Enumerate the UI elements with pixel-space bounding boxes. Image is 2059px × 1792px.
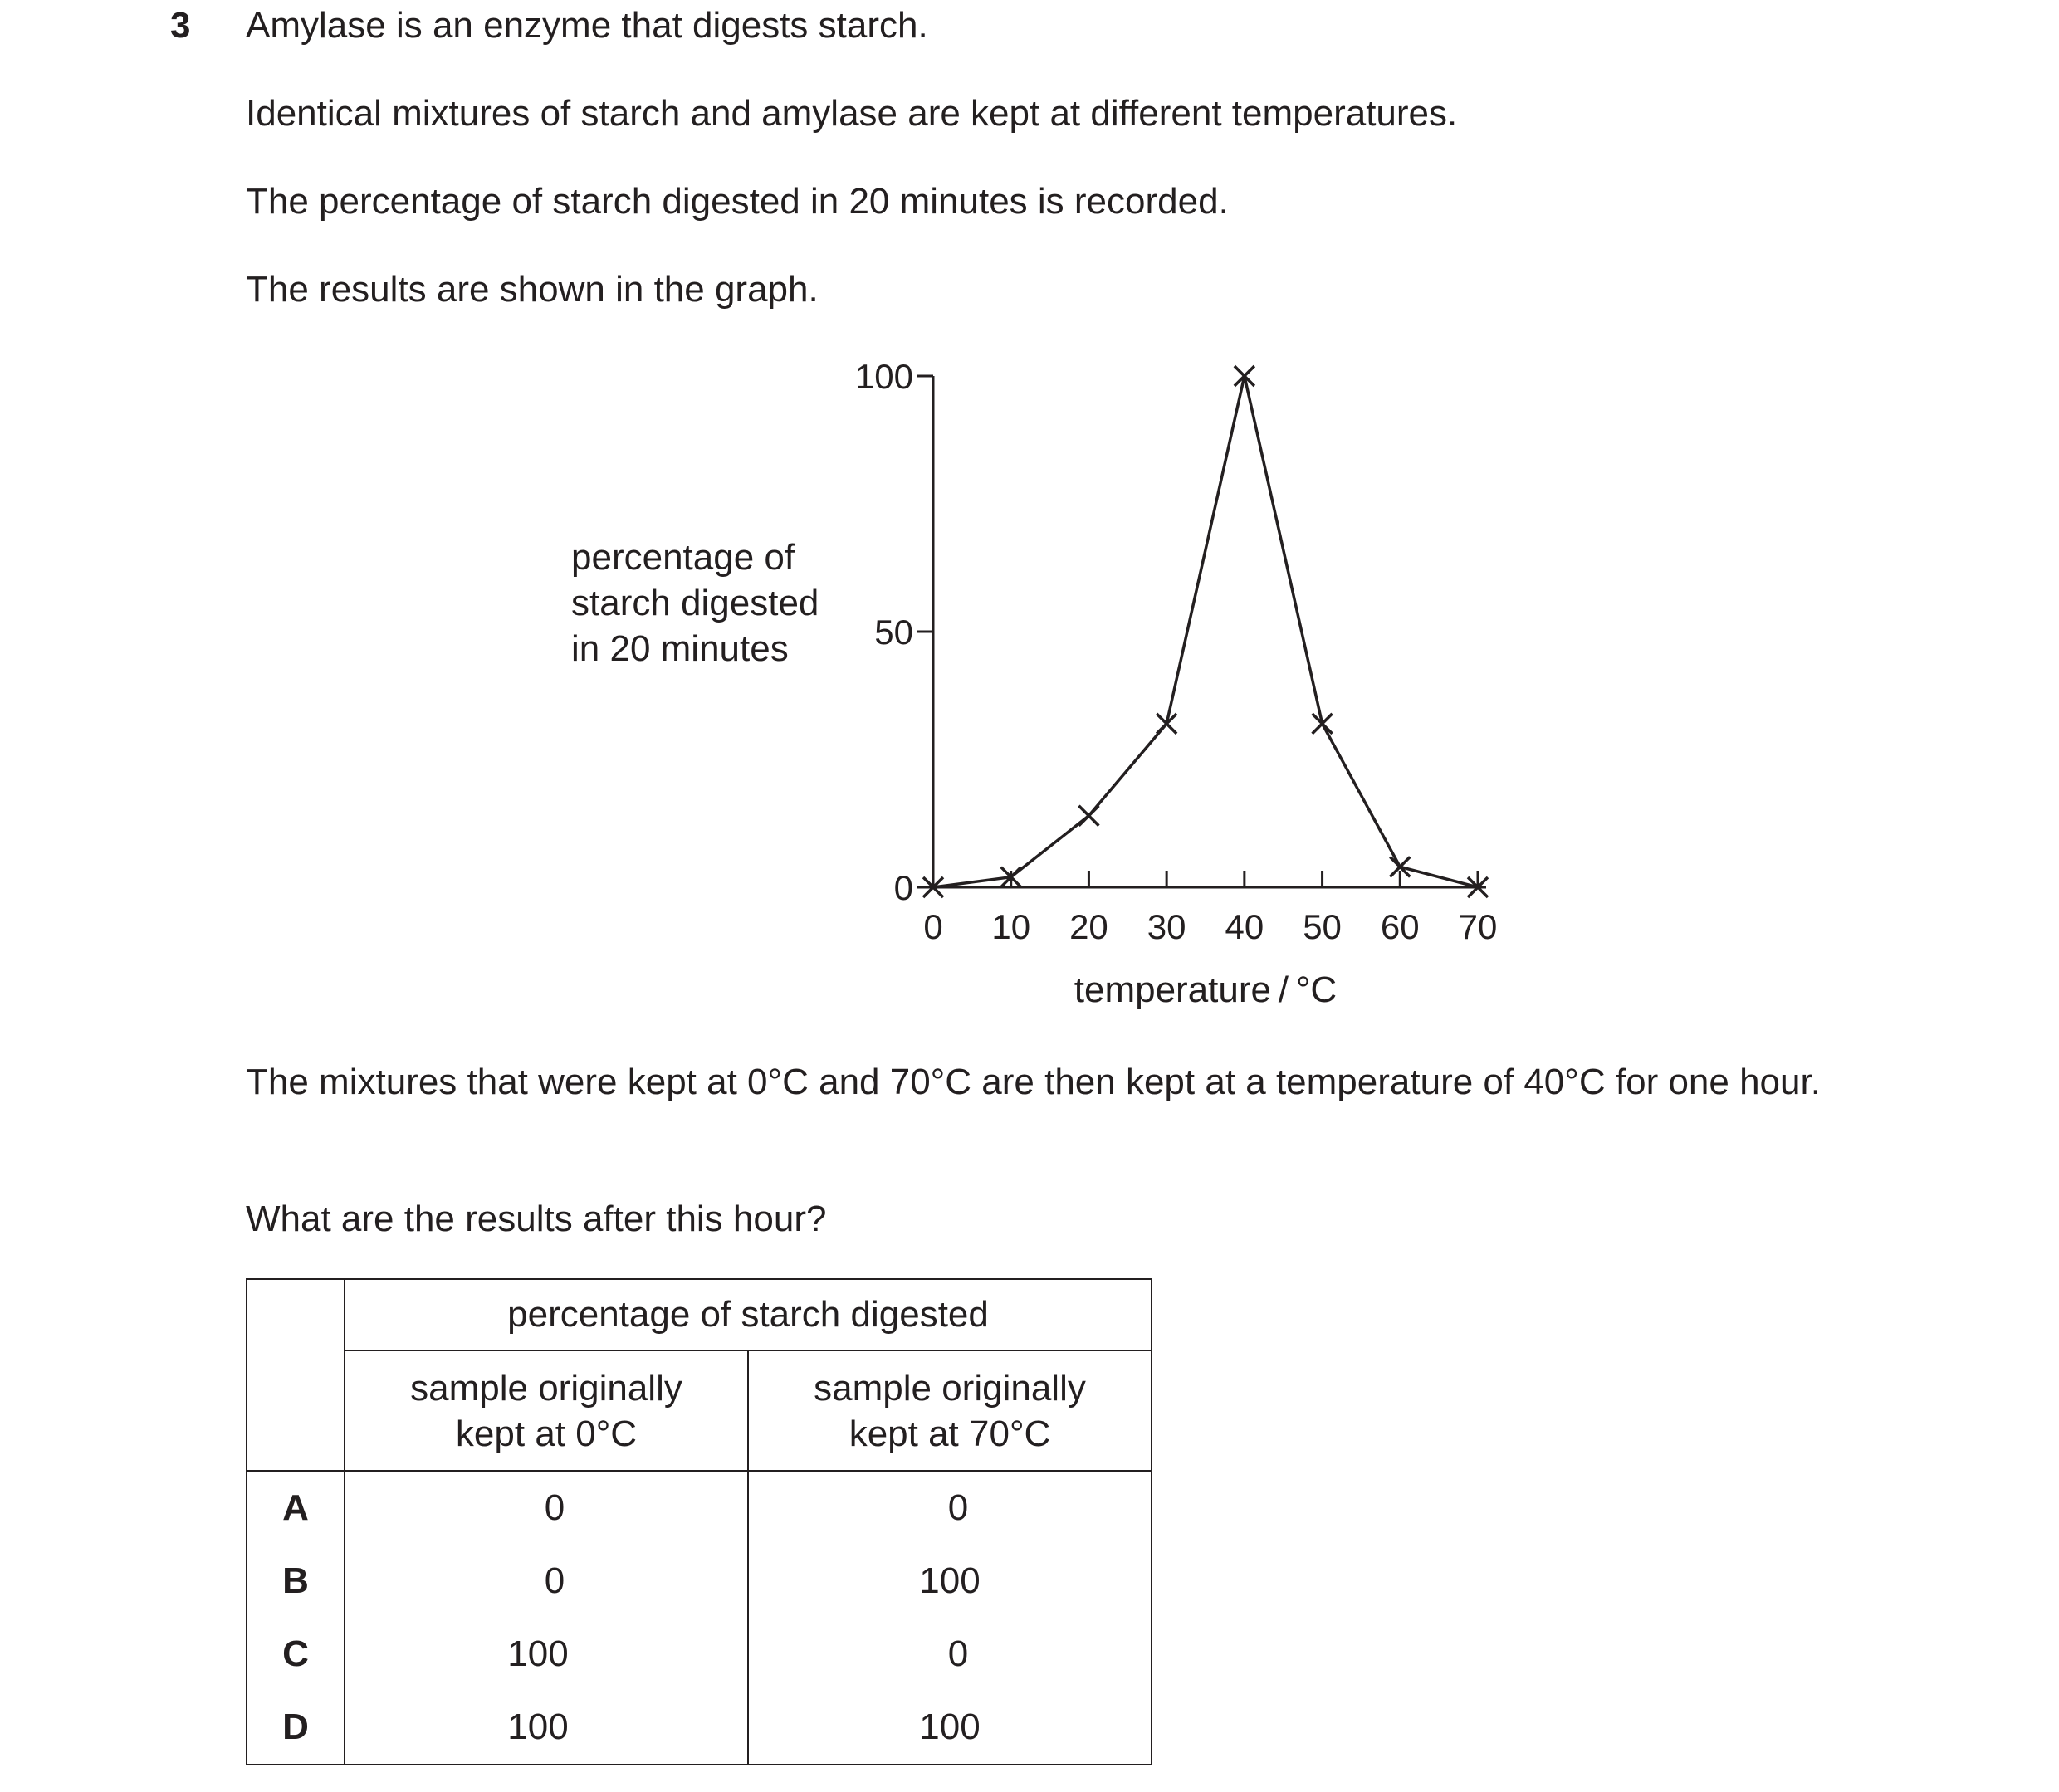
chart-axes [933, 376, 1486, 887]
option-col2-value: 100 [748, 1545, 1152, 1618]
col1-header-line-1: sample originally [410, 1367, 682, 1409]
intro-line-3: The percentage of starch digested in 20 minutes is recorded. [246, 181, 1229, 222]
answer-options-table [246, 1278, 1152, 1765]
y-axis-label-line-3: in 20 minutes [571, 628, 789, 669]
option-letter: D [247, 1691, 345, 1765]
option-letter: B [247, 1545, 345, 1618]
group-header: percentage of starch digested [345, 1279, 1152, 1350]
option-col1-value: 0 [345, 1545, 748, 1618]
question-number: 3 [170, 5, 191, 46]
option-row-d[interactable] [247, 1691, 1152, 1765]
y-tick-label: 100 [854, 357, 913, 396]
data-point-marker [1078, 806, 1098, 826]
series [923, 366, 1488, 897]
option-col1-value: 100 [345, 1618, 748, 1691]
option-col2-value: 100 [748, 1691, 1152, 1765]
intro-line-4: The results are shown in the graph. [246, 269, 819, 310]
x-tick-label: 10 [991, 907, 1031, 946]
y-axis-label-line-2: starch digested [571, 583, 819, 623]
y-ticks [855, 357, 933, 907]
intro-line-2: Identical mixtures of starch and amylase are kept at different temperatures. [246, 93, 1458, 134]
x-ticks [923, 871, 1497, 946]
col1-header [345, 1350, 748, 1471]
y-axis-label-line-1: percentage of [571, 537, 795, 578]
data-point-marker [1313, 714, 1333, 734]
intro-line-1: Amylase is an enzyme that digests starch. [246, 5, 928, 46]
x-tick-label: 70 [1458, 907, 1498, 946]
col2-header-line-2: kept at 70°C [849, 1413, 1051, 1454]
option-col2-value: 0 [748, 1471, 1152, 1545]
x-tick-label: 60 [1380, 907, 1420, 946]
option-col1-value: 100 [345, 1691, 748, 1765]
x-tick-label: 50 [1303, 907, 1342, 946]
blank-header-cell [247, 1279, 345, 1471]
option-letter: C [247, 1618, 345, 1691]
option-letter: A [247, 1471, 345, 1545]
x-tick-label: 0 [923, 907, 943, 946]
y-tick-label: 50 [874, 613, 913, 652]
question-prompt: What are the results after this hour? [246, 1199, 827, 1239]
option-row-b[interactable] [247, 1545, 1152, 1618]
data-point-marker [1157, 714, 1176, 734]
option-col1-value: 0 [345, 1471, 748, 1545]
option-row-c[interactable] [247, 1618, 1152, 1691]
series-line [933, 376, 1478, 887]
col2-header-line-1: sample originally [814, 1367, 1086, 1409]
col1-header-line-2: kept at 0°C [455, 1413, 638, 1454]
col2-header [748, 1350, 1152, 1471]
x-axis-label: temperature / °C [1074, 969, 1338, 1010]
data-point-marker [1235, 366, 1254, 386]
option-col2-value: 0 [748, 1618, 1152, 1691]
option-row-a[interactable] [247, 1471, 1152, 1545]
followup-text: The mixtures that were kept at 0°C and 70°C are then kept at a temperature of 40°C for one hour. [246, 1062, 1821, 1102]
x-tick-label: 20 [1069, 907, 1108, 946]
x-tick-label: 40 [1225, 907, 1264, 946]
x-tick-label: 30 [1147, 907, 1186, 946]
y-tick-label: 0 [893, 868, 913, 907]
